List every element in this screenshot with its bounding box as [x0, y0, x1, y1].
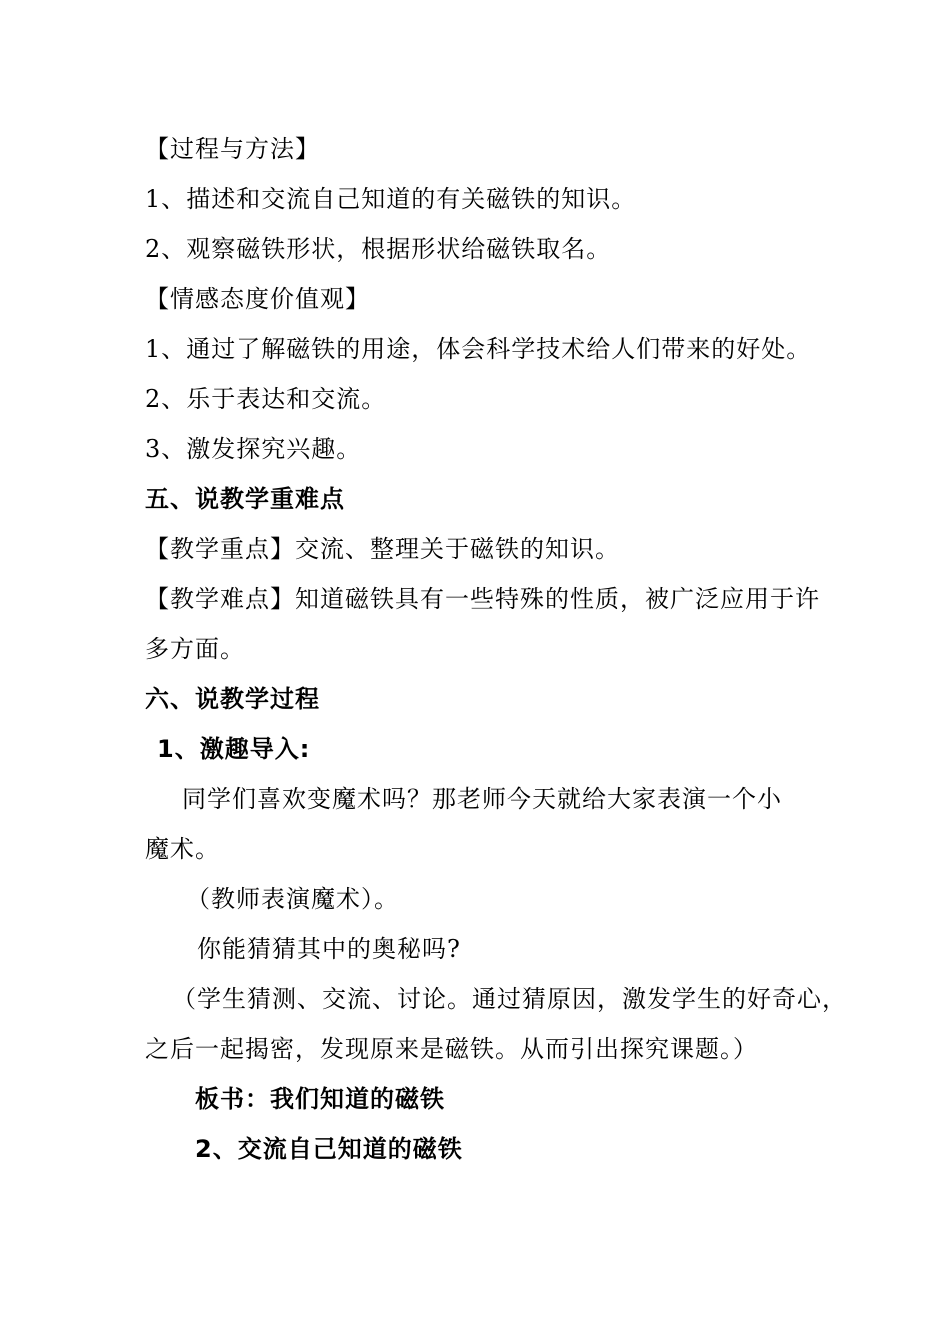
paragraph-line: （教师表演魔术）。: [186, 885, 399, 913]
paragraph-line: 同学们喜欢变魔术吗？那老师今天就给大家表演一个小: [182, 785, 782, 813]
paragraph-line: 1、通过了解磁铁的用途，体会科学技术给人们带来的好处。: [145, 335, 812, 363]
paragraph-line: 【教学重点】交流、整理关于磁铁的知识。: [145, 535, 620, 563]
paragraph-line: （学生猜测、交流、讨论。通过猜原因，激发学生的好奇心，: [172, 985, 847, 1013]
paragraph-line: 魔术。: [145, 835, 220, 863]
section-heading-process-method: 【过程与方法】: [145, 135, 320, 163]
paragraph-line: 1、描述和交流自己知道的有关磁铁的知识。: [145, 185, 637, 213]
subheading-intro: 1、激趣导入:: [157, 735, 311, 763]
paragraph-line: 你能猜猜其中的奥秘吗?: [197, 935, 461, 963]
paragraph-line: 2、乐于表达和交流。: [145, 385, 387, 413]
paragraph-line: 2、观察磁铁形状，根据形状给磁铁取名。: [145, 235, 612, 263]
section-heading-key-points: 五、说教学重难点: [145, 485, 345, 513]
section-heading-teaching-process: 六、说教学过程: [145, 685, 320, 713]
board-writing: 板书：我们知道的磁铁: [195, 1085, 445, 1113]
paragraph-line: 多方面。: [145, 635, 245, 663]
paragraph-line: 3、激发探究兴趣。: [145, 435, 362, 463]
subheading-exchange: 2、交流自己知道的磁铁: [195, 1135, 463, 1163]
paragraph-line: 之后一起揭密，发现原来是磁铁。从而引出探究课题。）: [145, 1035, 758, 1063]
section-heading-emotion-values: 【情感态度价值观】: [145, 285, 370, 313]
paragraph-line: 【教学难点】知道磁铁具有一些特殊的性质，被广泛应用于许: [145, 585, 820, 613]
